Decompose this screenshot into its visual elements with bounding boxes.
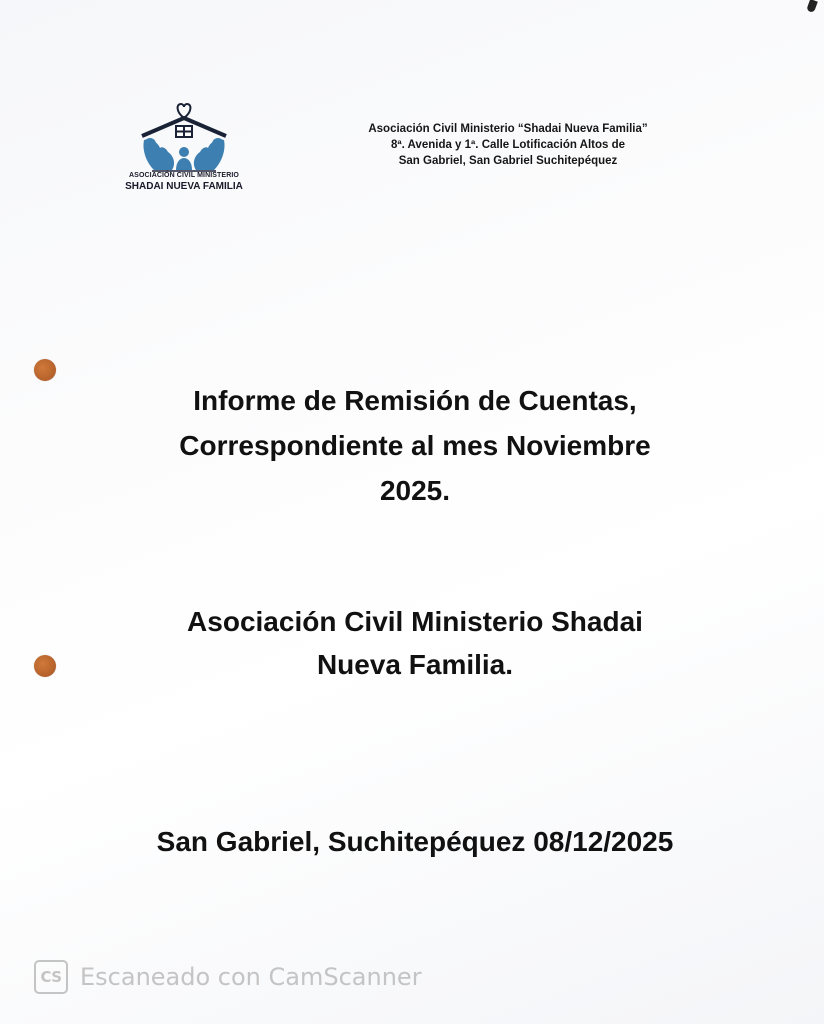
- organization-name: [100, 600, 730, 686]
- binder-hole-bottom: [34, 655, 56, 677]
- camscanner-watermark: [34, 958, 422, 996]
- organization-logo: [104, 100, 264, 196]
- organization-line: Nueva Familia.: [316, 649, 514, 680]
- title-line: 2025.: [379, 475, 451, 506]
- address-line: Asociación Civil Ministerio “Shadai Nueva Familia”: [368, 123, 648, 135]
- header-address: [338, 121, 678, 169]
- address-line: 8ª. Avenida y 1ª. Calle Lotificación Altos de: [390, 139, 626, 151]
- organization-line: Asociación Civil Ministerio Shadai: [187, 606, 643, 637]
- report-title: [100, 378, 730, 513]
- ink-mark: [806, 0, 818, 13]
- binder-hole-top: [34, 359, 56, 381]
- house-family-heart-icon: [132, 100, 236, 174]
- logo-text-line1: ASOCIACIÓN CIVIL MINISTERIO: [129, 172, 239, 179]
- camscanner-logo-icon: CS: [34, 960, 68, 994]
- address-line: San Gabriel, San Gabriel Suchitepéquez: [398, 155, 618, 167]
- title-line: Correspondiente al mes Noviembre: [179, 430, 651, 461]
- camscanner-watermark-text: Escaneado con CamScanner: [80, 963, 422, 991]
- title-line: Informe de Remisión de Cuentas,: [193, 385, 637, 416]
- logo-text-line2: SHADAI NUEVA FAMILIA: [125, 181, 243, 192]
- place-and-date: San Gabriel, Suchitepéquez 08/12/2025: [156, 826, 674, 857]
